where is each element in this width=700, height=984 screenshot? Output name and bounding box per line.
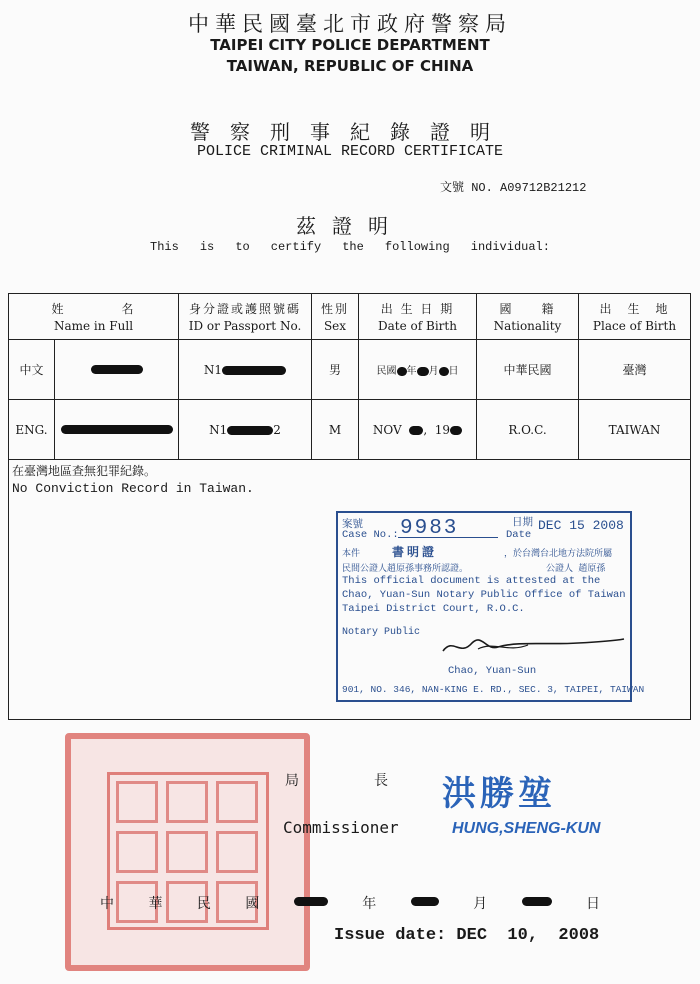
header-sex: 性別 Sex — [312, 294, 359, 339]
sex-cell-zh: 男 — [312, 340, 359, 399]
nationality-cell-zh: 中華民國 — [477, 340, 579, 399]
header-dob: 出 生 日 期 Date of Birth — [359, 294, 477, 339]
nationality-cell-en: R.O.C. — [477, 400, 579, 459]
dob-cell-en: NOV , 19 — [359, 400, 477, 459]
commissioner-title-zh: 局 長 — [285, 773, 388, 789]
commissioner-title-en: Commissioner — [283, 818, 399, 837]
redaction-mark — [227, 426, 273, 435]
notary-address: 901, NO. 346, NAN-KING E. RD., SEC. 3, TAIPEI, TAIWAN — [342, 684, 645, 695]
official-seal — [65, 733, 310, 971]
birthplace-cell-zh: 臺灣 — [622, 363, 647, 377]
redaction-mark — [61, 425, 173, 434]
certify-heading-zh: 茲證明 — [296, 214, 404, 238]
case-number: 9983 — [400, 517, 459, 540]
header-birthplace: 出 生 地 Place of Birth — [592, 302, 677, 333]
table-header-row — [9, 294, 690, 340]
sex-cell-en: M — [312, 400, 359, 459]
case-underline — [398, 537, 498, 538]
id-cell-en: N1 2 — [179, 400, 312, 459]
table-row-english — [9, 400, 690, 460]
redaction-mark — [294, 897, 328, 906]
id-cell-zh: N1 — [179, 340, 312, 399]
header-nationality: 國 籍 Nationality — [477, 294, 579, 339]
commissioner-name-zh: 洪勝堃 — [442, 774, 556, 814]
date-label-en: Date — [506, 529, 532, 541]
notary-signature-icon — [438, 629, 628, 659]
birthplace-cell-en: TAIWAN — [608, 422, 661, 437]
no-conviction-zh: 在臺灣地區查無犯罪紀錄。 — [12, 464, 157, 478]
redaction-mark — [417, 367, 429, 376]
document-type: 書明證 — [392, 546, 438, 560]
seal-glyph — [116, 831, 158, 873]
redaction-mark — [522, 897, 552, 906]
seal-glyph — [116, 781, 158, 823]
agency-name-zh: 中華民國臺北市政府警察局 — [188, 12, 512, 36]
agency-name-en: TAIPEI CITY POLICE DEPARTMENT — [210, 36, 490, 54]
row-label-en: ENG. — [9, 400, 55, 459]
commissioner-name-en: HUNG,SHENG-KUN — [452, 820, 601, 837]
redaction-mark — [91, 365, 143, 374]
redaction-mark — [409, 426, 423, 435]
table-row-chinese — [9, 340, 690, 400]
redaction-mark — [397, 367, 407, 376]
dob-cell-zh: 民國 年 月 日 — [359, 340, 477, 399]
notary-stamp — [336, 511, 645, 702]
country-name-en: TAIWAN, REPUBLIC OF CHINA — [226, 57, 474, 75]
certify-word: This — [150, 240, 179, 254]
notary-date: DEC 15 2008 — [538, 518, 624, 533]
case-label-en: Case No.: — [342, 529, 399, 541]
seal-glyph — [166, 831, 208, 873]
redaction-mark — [222, 366, 286, 375]
seal-glyph — [166, 781, 208, 823]
certify-word: individual: — [470, 240, 550, 254]
seal-glyph — [216, 831, 258, 873]
seal-glyph — [216, 781, 258, 823]
notary-public-label: Notary Public — [342, 627, 421, 638]
issue-date-zh: 中 華 民 國 年 月 日 — [100, 896, 600, 912]
certify-word: certify — [270, 240, 322, 254]
document-number-value: A09712B21212 — [500, 181, 587, 195]
certificate-title-en: POLICE CRIMINAL RECORD CERTIFICATE — [196, 143, 504, 160]
notary-name-en: Chao, Yuan-Sun — [448, 665, 537, 677]
header-id: 身分證或護照號碼 ID or Passport No. — [179, 294, 312, 339]
redaction-mark — [450, 426, 462, 435]
notary-zh-line2: 民間公證人趙原孫事務所認證。 — [342, 564, 469, 574]
certify-statement-en — [150, 240, 550, 254]
case-label-zh: 案號 — [342, 519, 363, 531]
certify-word: is — [199, 240, 215, 254]
certify-word: following — [384, 240, 450, 254]
redaction-mark — [411, 897, 439, 906]
certificate-title-zh: 警察刑事紀錄證明 — [190, 120, 510, 144]
redaction-mark — [439, 367, 449, 376]
certify-word: to — [235, 240, 250, 254]
no-conviction-en: No Conviction Record in Taiwan. — [12, 481, 254, 496]
name-cell-zh — [9, 340, 179, 399]
header-name: 姓 名 Name in Full — [9, 294, 179, 339]
document-number-label: 文號 NO. — [440, 181, 493, 195]
notary-en-line3: Taipei District Court, R.O.C. — [342, 603, 525, 615]
issue-date-en: Issue date: DEC 10, 2008 — [334, 926, 600, 945]
certify-word: the — [342, 240, 364, 254]
notary-name-zh: 公證人 趙原孫 — [546, 564, 606, 574]
notary-zh-line1b: ，於台灣台北地方法院所屬 — [504, 549, 613, 559]
name-cell-en — [9, 400, 179, 459]
notary-en-line2: Chao, Yuan-Sun Notary Public Office of Taiwan — [342, 589, 626, 601]
row-label-zh: 中文 — [9, 340, 55, 399]
document-number — [440, 178, 586, 195]
notary-zh-line1a: 本件 — [342, 549, 361, 559]
notary-en-line1: This official document is attested at the — [342, 575, 601, 587]
date-label-zh: 日期 — [512, 517, 533, 529]
